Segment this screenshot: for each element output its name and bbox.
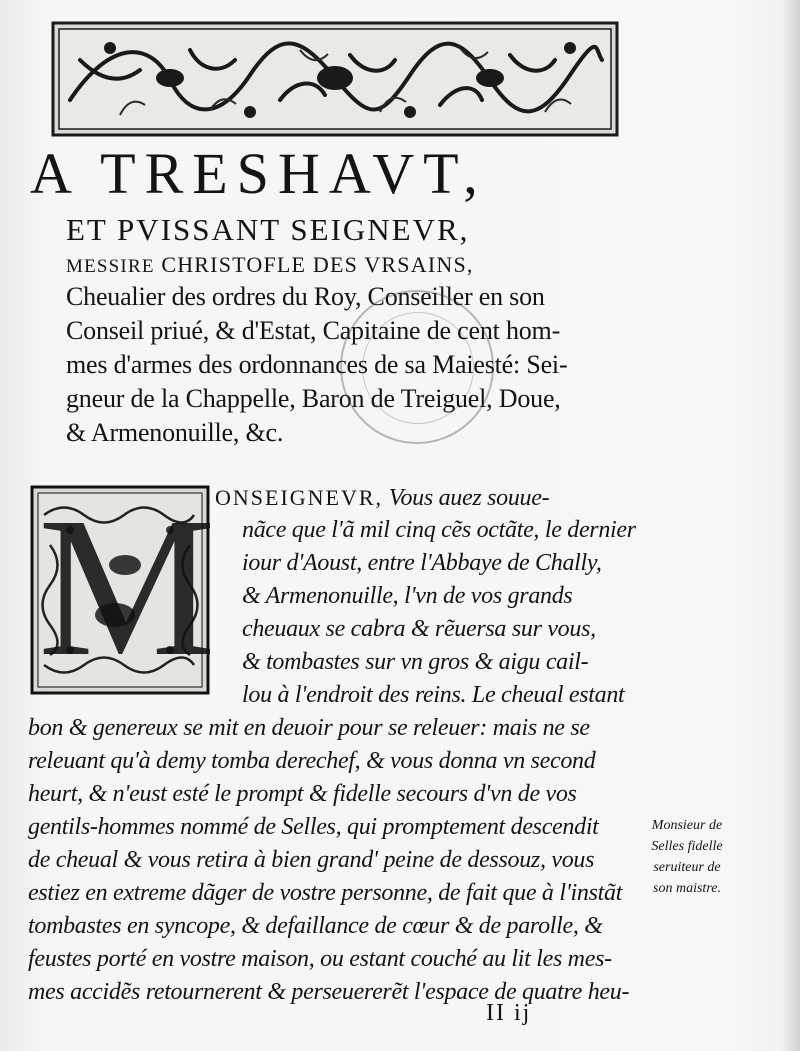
title-detail-line: & Armenonuille, &c. xyxy=(66,418,284,447)
margin-note-line: son maistre. xyxy=(653,881,721,896)
body-line: lou à l'endroit des reins. Le cheual estant xyxy=(242,682,625,708)
body-first-line xyxy=(215,483,549,513)
margin-note-line: Selles fidelle xyxy=(651,839,723,854)
opening-word: ONSEIGNEVR, xyxy=(215,485,384,510)
bleed-through-shadow xyxy=(620,440,790,560)
body-line: & Armenonuille, l'vn de vos grands xyxy=(242,583,573,609)
initial-letter: M xyxy=(38,477,216,698)
margin-note xyxy=(632,815,742,899)
body-line: & tombastes sur vn gros & aigu cail- xyxy=(242,649,589,675)
title-detail-line: gneur de la Chappelle, Baron de Treiguel, Doue, xyxy=(66,384,561,413)
title-detail-line: mes d'armes des ordonnances de sa Maiesté: Sei- xyxy=(66,350,568,379)
margin-note-line: Monsieur de xyxy=(651,818,723,833)
body-line: heurt, & n'eust esté le prompt & fidelle secours d'vn de vos xyxy=(28,781,577,807)
body-line: mes accidẽs retournerent & perseuererẽt l'espace de quatre heu- xyxy=(28,979,630,1005)
body-line: de cheual & vous retira à bien grand' peine de dessouz, vous xyxy=(28,847,595,873)
body-line: bon & genereux se mit en deuoir pour se releuer: mais ne se xyxy=(28,715,590,741)
title-line-3 xyxy=(66,250,656,282)
body-line: cheuaux se cabra & rẽuersa sur vous, xyxy=(242,616,596,642)
title-messire: MESSIRE xyxy=(66,256,155,277)
title-line-1: A TRESHAVT, xyxy=(30,141,487,206)
title-line-2: ET PVISSANT SEIGNEVR, xyxy=(66,212,470,247)
body-line: gentils-hommes nommé de Selles, qui promptement descendit xyxy=(28,814,599,840)
first-line-rest: Vous auez souue- xyxy=(388,485,550,511)
body-line: iour d'Aoust, entre l'Abbaye de Chally, xyxy=(242,550,602,576)
body-line: tombastes en syncope, & defaillance de cœur & de parolle, & xyxy=(28,913,603,939)
body-line: feustes porté en vostre maison, ou estant couché au lit les mes- xyxy=(28,946,612,972)
title-name: CHRISTOFLE DES VRSAINS, xyxy=(161,252,474,277)
margin-note-line: seruiteur de xyxy=(653,860,721,875)
body-line: estiez en extreme dãger de vostre personne, de fait que à l'instãt xyxy=(28,880,623,906)
library-stamp-inner-ring xyxy=(362,312,474,424)
signature-mark: II ij xyxy=(486,1000,532,1026)
library-stamp xyxy=(340,290,494,444)
title-detail-line: Cheualier des ordres du Roy, Conseiller en son xyxy=(66,282,545,311)
title-detail-line: Conseil priué, & d'Estat, Capitaine de cent hom- xyxy=(66,316,561,345)
ornamental-headpiece xyxy=(50,20,620,138)
body-line: releuant qu'à demy tomba derechef, & vous donna vn second xyxy=(28,748,596,774)
body-line: nãce que l'ã mil cinq cẽs octãte, le dernier xyxy=(242,517,636,543)
